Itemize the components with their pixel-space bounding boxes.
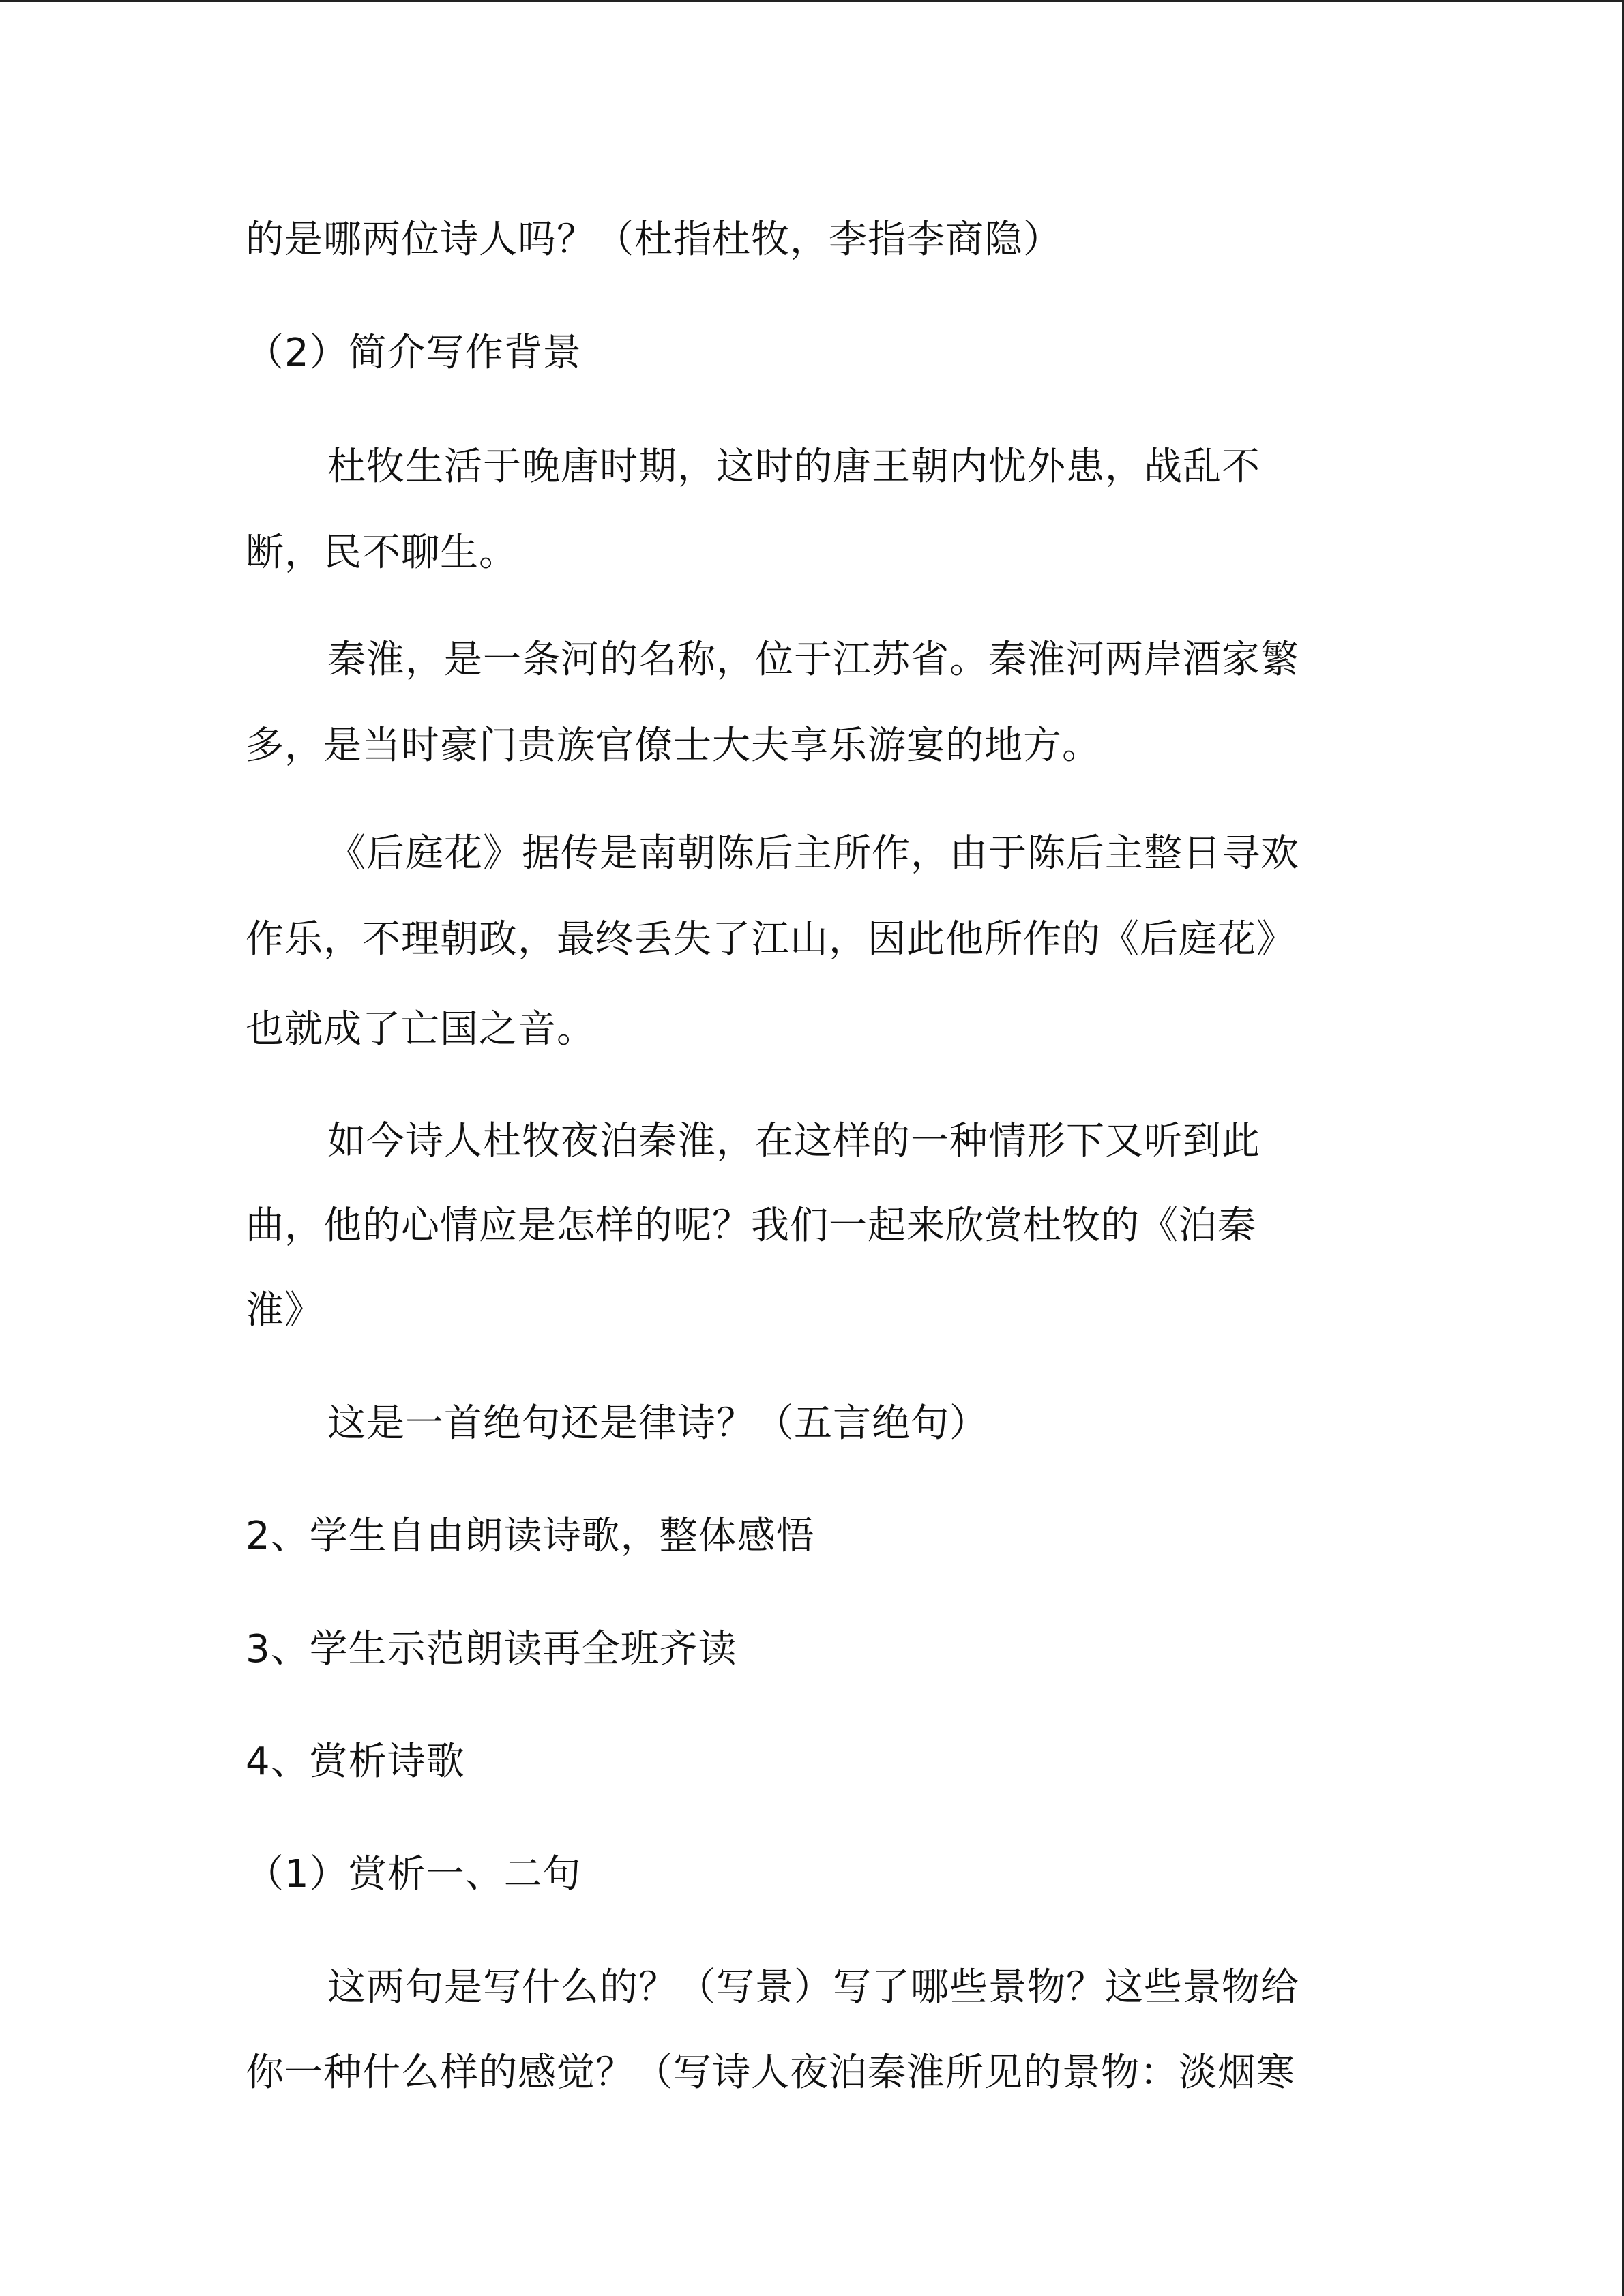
list-item: 4、赏析诗歌 [246,1740,465,1784]
text-line: 多，是当时豪门贵族官僚士大夫享乐游宴的地方。 [246,724,1101,768]
text-line: 的是哪两位诗人吗？（杜指杜牧，李指李商隐） [246,218,1062,262]
section-heading: （1）赏析一、二句 [246,1852,582,1896]
section-heading: （2）简介写作背景 [246,331,582,375]
text-line: 杜牧生活于晚唐时期，这时的唐王朝内忧外患，战乱不 [327,445,1260,489]
text-line: 如今诗人杜牧夜泊秦淮，在这样的一种情形下又听到此 [327,1119,1260,1163]
text-line: 曲，他的心情应是怎样的呢？我们一起来欣赏杜牧的《泊秦 [246,1204,1256,1248]
list-item: 2、学生自由朗读诗歌，整体感悟 [246,1514,815,1558]
page-border-top [0,0,1624,2]
text-line: 作乐，不理朝政，最终丢失了江山，因此他所作的《后庭花》 [246,917,1295,961]
list-item: 3、学生示范朗读再全班齐读 [246,1627,737,1671]
text-line: 淮》 [246,1288,323,1332]
text-line: 你一种什么样的感觉？（写诗人夜泊秦淮所见的景物：淡烟寒 [246,2051,1295,2095]
text-line: 《后庭花》据传是南朝陈后主所作，由于陈后主整日寻欢 [327,831,1299,876]
text-line: 秦淮，是一条河的名称，位于江苏省。秦淮河两岸酒家繁 [327,638,1299,682]
text-line: 这两句是写什么的？（写景）写了哪些景物？这些景物给 [327,1965,1299,2010]
text-line: 也就成了亡国之音。 [246,1007,595,1052]
text-line: 这是一首绝句还是律诗？（五言绝句） [327,1401,988,1446]
text-line: 断，民不聊生。 [246,531,518,575]
